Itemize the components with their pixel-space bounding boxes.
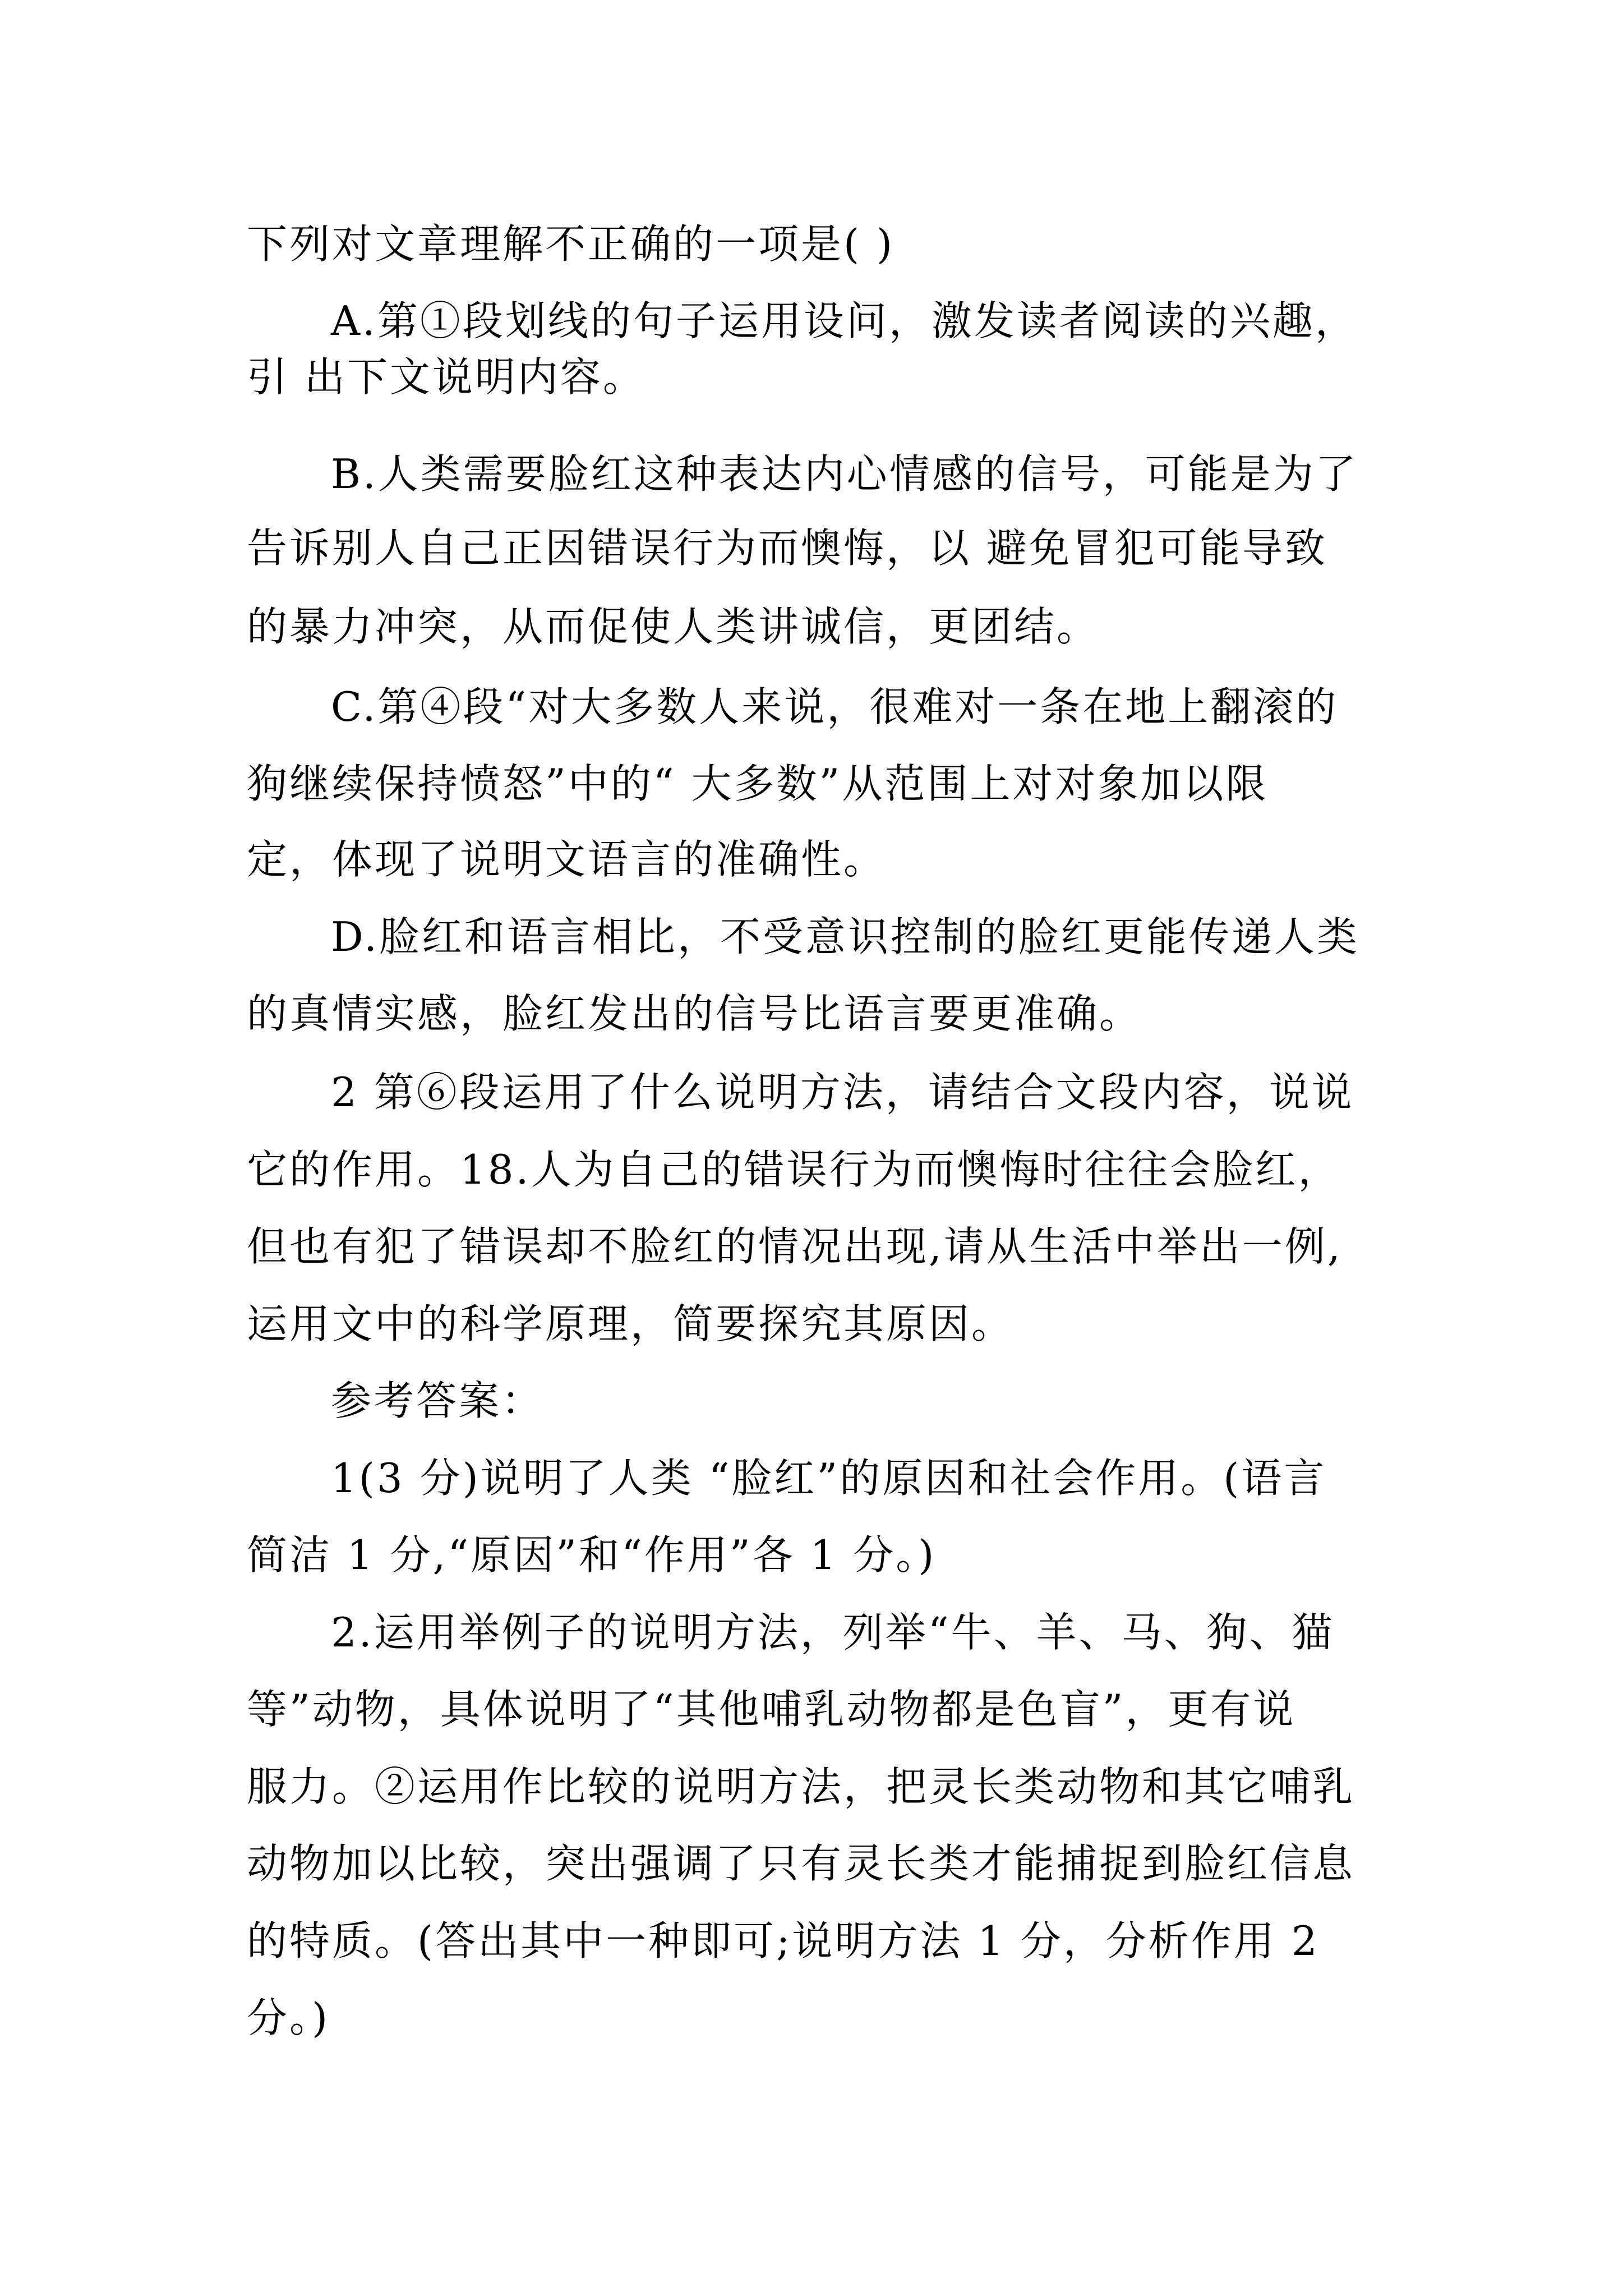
answer-2-line-3: 服力。②运用作比较的说明方法，把灵长类动物和其它哺乳 — [247, 1763, 1355, 1810]
option-c-line-1: C.第④段“对大多数人来说，很难对一条在地上翻滚的 — [331, 683, 1339, 730]
answer-2-line-6: 分。) — [247, 1994, 330, 2041]
answer-1-line-2: 简洁 1 分,“原因”和“作用”各 1 分。) — [247, 1531, 937, 1579]
question-2-line-2: 它的作用。18.人为自己的错误行为而懊悔时往往会脸红， — [247, 1146, 1341, 1193]
option-a-line-2: 引 出下文说明内容。 — [247, 353, 645, 401]
answer-2-line-5: 的特质。(答出其中一种即可;说明方法 1 分，分析作用 2 — [247, 1917, 1320, 1964]
answer-2-line-2: 等”动物，具体说明了“其他哺乳动物都是色盲”，更有说 — [247, 1686, 1296, 1733]
option-c-line-2: 狗继续保持愤怒”中的“ 大多数”从范围上对对象加以限 — [247, 760, 1269, 807]
answer-2-line-1: 2.运用举例子的说明方法，列举“牛、羊、马、狗、猫 — [331, 1609, 1335, 1656]
answer-heading: 参考答案： — [331, 1377, 545, 1424]
answer-2-line-4: 动物加以比较，突出强调了只有灵长类才能捕捉到脸红信息 — [247, 1840, 1355, 1887]
question-2-line-1: 2 第⑥段运用了什么说明方法，请结合文段内容，说说 — [331, 1069, 1354, 1116]
option-a-line-1: A.第①段划线的句子运用设问，激发读者阅读的兴趣， — [331, 297, 1358, 344]
answer-1-line-1: 1(3 分)说明了人类 “脸红”的原因和社会作用。(语言 — [331, 1455, 1327, 1502]
option-c-line-3: 定，体现了说明文语言的准确性。 — [247, 836, 887, 883]
option-b-line-3: 的暴力冲突，从而促使人类讲诚信，更团结。 — [247, 603, 1100, 650]
option-b-line-1: B.人类需要脸红这种表达内心情感的信号，可能是为了 — [331, 450, 1358, 498]
option-d-line-1: D.脸红和语言相比，不受意识控制的脸红更能传递人类 — [331, 913, 1360, 960]
option-d-line-2: 的真情实感，脸红发出的信号比语言要更准确。 — [247, 990, 1142, 1037]
question-intro: 下列对文章理解不正确的一项是( ) — [247, 220, 895, 268]
question-2-line-4: 运用文中的科学原理，简要探究其原因。 — [247, 1300, 1015, 1347]
question-2-line-3: 但也有犯了错误却不脸红的情况出现,请从生活中举出一例, — [247, 1223, 1343, 1270]
option-b-line-2: 告诉别人自己正因错误行为而懊悔，以 避免冒犯可能导致 — [247, 524, 1327, 572]
